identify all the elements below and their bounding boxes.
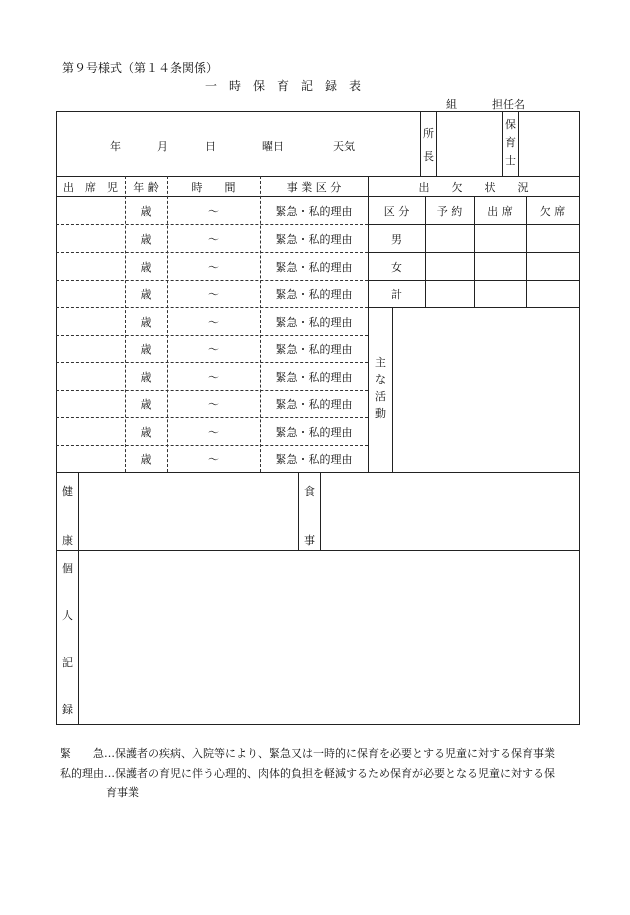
column-age: 年 齢 [133,180,159,194]
row-time: ～ [208,425,219,439]
row-age: 歳 [140,425,152,439]
attendance-row-female: 女 [391,260,402,274]
row-category: 緊急・私的理由 [275,204,353,218]
row-age: 歳 [140,315,152,329]
row-time: ～ [208,453,219,466]
row-age: 歳 [140,288,152,301]
row-category: 緊急・私的理由 [275,232,353,246]
row-category: 緊急・私的理由 [275,315,353,329]
row-age: 歳 [140,453,152,466]
attendance-row-male: 男 [391,232,402,246]
page-title: 一 時 保 育 記 録 表 [205,79,362,93]
meal-label: 食 事 [304,485,315,547]
date-weekday: 曜日 [262,140,284,153]
teacher-label: 担任名 [492,98,525,111]
row-category: 緊急・私的理由 [275,288,353,301]
row-age: 歳 [140,260,152,274]
row-category: 緊急・私的理由 [275,343,353,356]
row-time: ～ [208,204,219,218]
column-time: 時 間 [191,180,236,194]
note-emergency: 緊 急…保護者の疾病、入院等により、緊急又は一時的に保育を必要とする児童に対する保育事業 [60,747,555,760]
row-category: 緊急・私的理由 [275,398,353,411]
row-time: ～ [208,288,219,301]
row-category: 緊急・私的理由 [275,425,353,439]
teacher-stamp-label: 保 育 士 [505,118,516,167]
attendance-header-reserved: 予 約 [436,204,463,218]
form-number: 第９号様式（第１４条関係） [62,61,219,75]
date-weather: 天気 [333,140,355,153]
row-age: 歳 [140,398,152,411]
row-age: 歳 [140,232,152,246]
class-label: 組 [446,98,457,111]
row-category: 緊急・私的理由 [275,453,353,466]
row-category: 緊急・私的理由 [275,260,353,274]
row-age: 歳 [140,204,152,218]
date-day: 日 [205,140,216,153]
attendance-header-category: 区 分 [383,204,410,218]
column-category: 事 業 区 分 [286,180,342,194]
column-attendee: 出 席 児 [63,180,118,194]
personal-record-label: 個 人 記 録 [62,562,73,716]
note-continuation: 育事業 [106,786,139,799]
row-category: 緊急・私的理由 [275,370,353,384]
row-time: ～ [208,260,219,274]
date-month: 月 [157,140,168,153]
row-time: ～ [208,232,219,246]
attendance-header-absent: 欠 席 [539,204,566,218]
director-stamp-label: 所 長 [423,127,434,163]
date-year: 年 [110,140,121,153]
attendance-row-total: 計 [391,288,402,301]
row-time: ～ [208,315,219,329]
column-attendance: 出 欠 状 況 [418,180,529,194]
row-age: 歳 [140,343,152,356]
row-time: ～ [208,398,219,411]
main-activity-label: 主 な 活 動 [375,356,386,420]
attendance-header-present: 出 席 [487,204,513,218]
row-time: ～ [208,370,219,384]
note-private-reason: 私的理由…保護者の育児に伴う心理的、肉体的負担を軽減するため保育が必要となる児童に対する保 [60,767,555,780]
row-age: 歳 [140,370,152,384]
health-label: 健 康 [62,485,73,547]
row-time: ～ [208,343,219,356]
